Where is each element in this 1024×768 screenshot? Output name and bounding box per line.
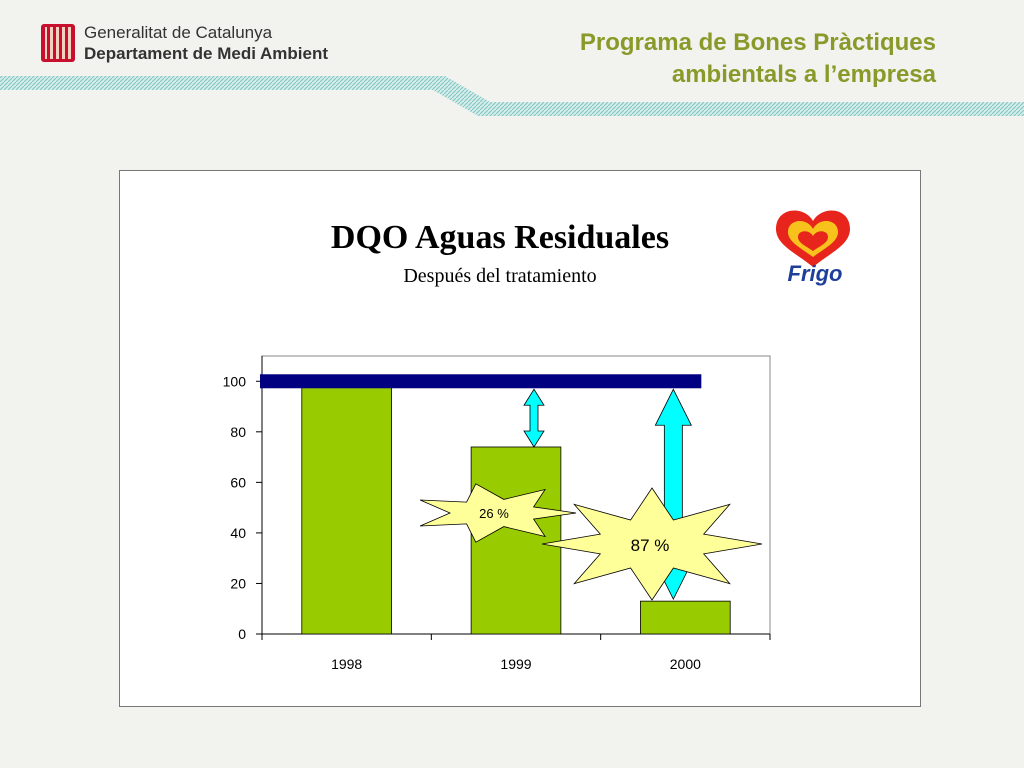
percent-label-1999: 26 % xyxy=(479,506,509,521)
bar-2000 xyxy=(640,601,730,634)
program-title-line-2: ambientals a l’empresa xyxy=(671,61,936,88)
y-tick-label-2: 40 xyxy=(230,524,246,541)
percent-label-2000: 87 % xyxy=(630,536,670,555)
brand-logo-text: Frigo xyxy=(787,261,843,286)
bar-1998 xyxy=(302,381,392,634)
y-tick-label-0: 0 xyxy=(238,626,246,642)
chart-panel xyxy=(119,170,921,707)
y-tick-label-3: 60 xyxy=(230,474,246,491)
chart-title: DQO Aguas Residuales xyxy=(330,219,670,256)
bar-1999 xyxy=(471,447,561,634)
header-divider-band xyxy=(0,74,1024,118)
y-tick-label-1: 20 xyxy=(230,575,246,592)
y-tick-label-5: 100 xyxy=(222,373,246,390)
organization-name xyxy=(84,22,328,64)
x-tick-label-2000: 2000 xyxy=(669,656,701,672)
slide-header xyxy=(0,0,1024,120)
chart-subtitle: Después del tratamiento xyxy=(403,265,597,287)
y-tick-label-4: 80 xyxy=(230,423,246,440)
reduction-arrow-1999 xyxy=(524,389,544,447)
catalonia-flag-icon xyxy=(41,24,75,62)
organization-line-1: Generalitat de Catalunya xyxy=(84,23,273,42)
x-tick-label-1999: 1999 xyxy=(500,656,532,672)
bar-chart xyxy=(120,171,922,708)
program-title-line-1: Programa de Bones Pràctiques xyxy=(579,29,936,56)
organization-line-2: Departament de Medi Ambient xyxy=(84,44,329,63)
x-tick-label-1998: 1998 xyxy=(331,656,363,672)
reference-line xyxy=(260,374,701,388)
